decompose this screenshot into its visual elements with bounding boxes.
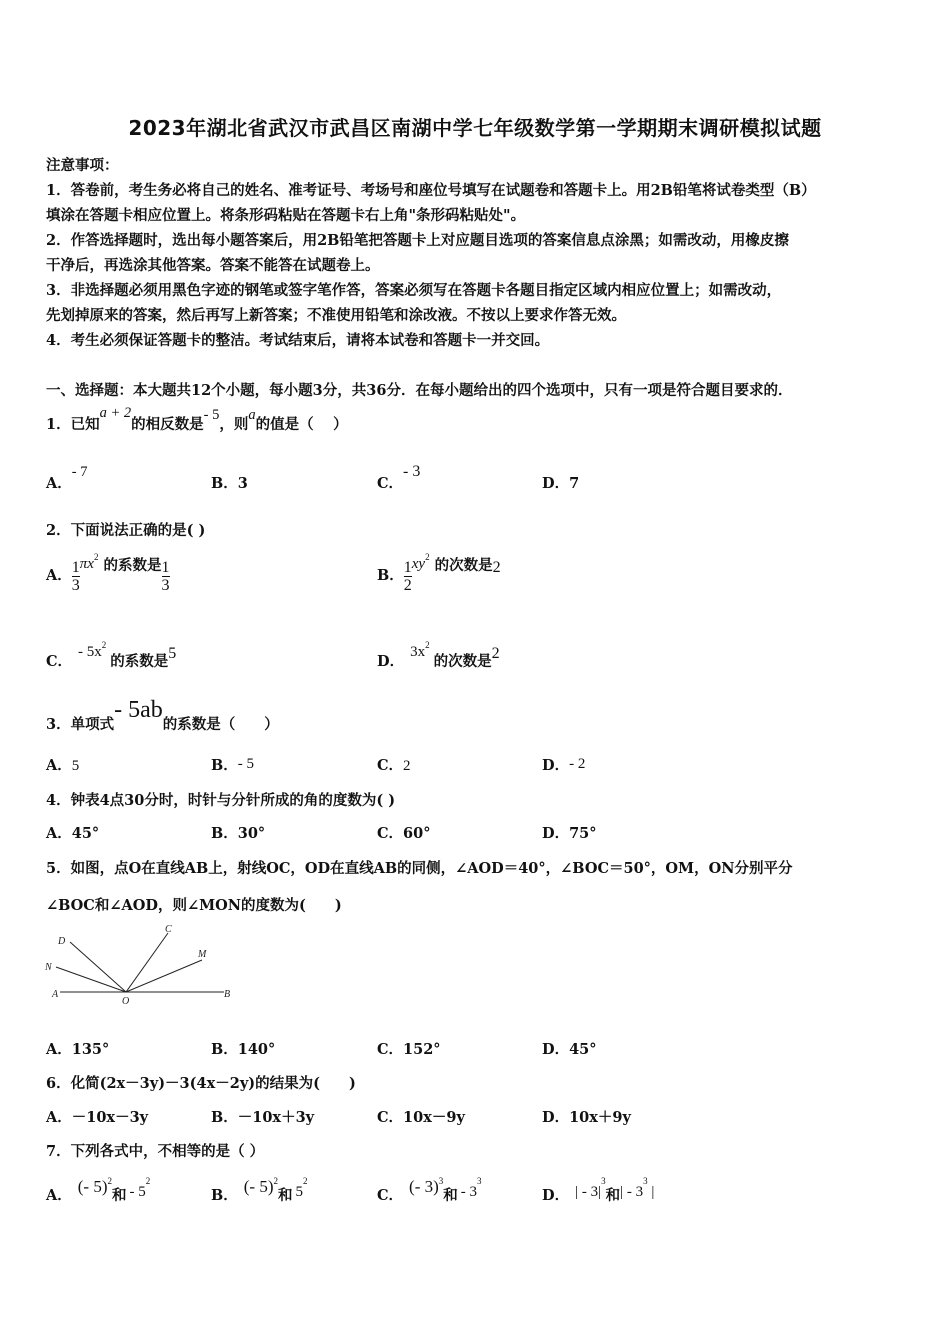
q1-text: 1．已知 [46,416,100,433]
q5-option-d[interactable]: D．45° [542,1041,597,1058]
q3-expr: - 5ab [114,697,163,723]
notice-line: 1．答卷前，考生务必将自己的姓名、准考证号、考场号和座位号填写在试题卷和答题卡上。用2B铅笔将试卷类型（B） [46,182,816,199]
q1-value: - 5 [203,407,220,423]
q1-option-c-value: - 3 [403,463,421,480]
notice-heading: 注意事项： [46,157,119,174]
ray-OD [70,942,126,992]
label-M: M [198,949,207,960]
question-2: 2．下面说法正确的是( ) [46,522,206,539]
q2-option-c[interactable]: C．- $5x^2$的系数是5 [46,640,177,670]
section-heading: 一、选择题：本大题共12个小题，每小题3分，共36分．在每小题给出的四个选项中，只有一项是符合题目要求的． [46,382,793,399]
page-title: 2023年湖北省武汉市武昌区南湖中学七年级数学第一学期期末调研模拟试题 [128,116,822,140]
q1-option-b[interactable]: B．3 [211,475,248,492]
q1-option-d[interactable]: D．7 [542,475,580,492]
q3-option-b[interactable]: B．- 5 [211,756,255,774]
question-3: 3．单项式- 5ab的系数是（ ） [46,697,279,733]
q6-option-a[interactable]: A．－10x－3y [46,1109,149,1126]
q4-option-b[interactable]: B．30° [211,825,266,842]
q1-text: 的值是（ ） [255,416,348,433]
label-O: O [122,996,130,1007]
q1-option-c[interactable]: C．- 3 [377,463,421,492]
fraction: $\frac{1}{3}$ [71,558,80,594]
question-4: 4．钟表4点30分时，时针与分针所成的角的度数为( ) [46,792,396,809]
notice-line: 填涂在答题卡相应位置上。将条形码粘贴在答题卡右上角"条形码粘贴处"。 [46,207,526,224]
q4-option-c[interactable]: C．60° [377,825,431,842]
question-1 [46,405,348,434]
label-C: C [165,924,172,935]
question-7: 7．下列各式中，不相等的是（ ） [46,1143,265,1160]
ray-ON [56,967,126,992]
notice-line: 3．非选择题必须用黑色字迹的钢笔或签字笔作答，答案必须写在答题卡各题目指定区域内相应位置上；如需改动， [46,282,782,299]
notice-line: 先划掉原来的答案，然后再写上新答案；不准使用铅笔和涂改液。不按以上要求作答无效。 [46,307,626,324]
label-D: D [58,936,66,947]
q5-option-a[interactable]: A．135° [46,1041,110,1058]
q7-option-c[interactable]: C． (- 3)$^3$和 - $3^3$ [377,1176,482,1204]
q4-option-d[interactable]: D．75° [542,825,597,842]
q1-var: a [248,407,256,423]
fraction: $\frac{1}{3}$ [161,558,170,594]
q4-option-a[interactable]: A．45° [46,825,100,842]
question-5-line2: ∠BOC和∠AOD，则∠MON的度数为( ) [46,897,342,914]
q1-option-a-value: - 7 [71,464,88,480]
label-B: B [224,989,231,1000]
question-5-line1: 5．如图，点O在直线AB上，射线OC，OD在直线AB的同侧，∠AOD＝40°，∠BOC＝50°，OM，ON分别平分 [46,860,793,877]
angle-figure [44,920,244,1010]
q7-option-d[interactable]: D． | - $3|^3$和| - $3^3$ | [542,1176,655,1204]
q7-option-a[interactable]: A． (- 5)$^2$和 - $5^2$ [46,1176,151,1204]
q6-option-c[interactable]: C．10x－9y [377,1109,465,1126]
fraction: $\frac{1}{2}$ [403,558,412,594]
q1-text: 的相反数是 [131,416,204,433]
q6-option-b[interactable]: B．－10x＋3y [211,1109,315,1126]
q2-option-d[interactable]: D．$3x^2$的次数是2 [377,640,500,670]
q7-option-b[interactable]: B． (- 5)$^2$和 $5^2$ [211,1176,308,1204]
question-6: 6．化简(2x－3y)－3(4x－2y)的结果为( ) [46,1075,356,1092]
label-A: A [52,989,59,1000]
q5-option-c[interactable]: C．152° [377,1041,441,1058]
label-N: N [45,962,52,973]
q2-option-a[interactable]: A．$\frac{1}{3}$ $\pi x^2$ 的系数是$\frac{1}{3}$ [46,552,170,594]
q1-option-a[interactable]: A．- 7 [46,464,88,492]
q5-option-b[interactable]: B．140° [211,1041,276,1058]
q1-text: ，则 [219,416,249,433]
q6-option-d[interactable]: D．10x＋9y [542,1109,631,1126]
q3-option-a[interactable]: A．5 [46,757,80,774]
notice-line: 2．作答选择题时，选出每小题答案后，用2B铅笔把答题卡上对应题目选项的答案信息点涂黑；如需改动，用橡皮擦 [46,232,789,249]
q3-option-c[interactable]: C．2 [377,757,411,774]
q1-expr: a + 2 [99,405,132,421]
q2-option-b[interactable]: B．$\frac{1}{2}$ $xy^2$ 的次数是2 [377,552,501,594]
notice-line: 干净后，再选涂其他答案。答案不能答在试题卷上。 [46,257,380,274]
q3-option-d[interactable]: D．- 2 [542,756,586,774]
notice-line: 4．考生必须保证答题卡的整洁。考试结束后，请将本试卷和答题卡一并交回。 [46,332,550,349]
